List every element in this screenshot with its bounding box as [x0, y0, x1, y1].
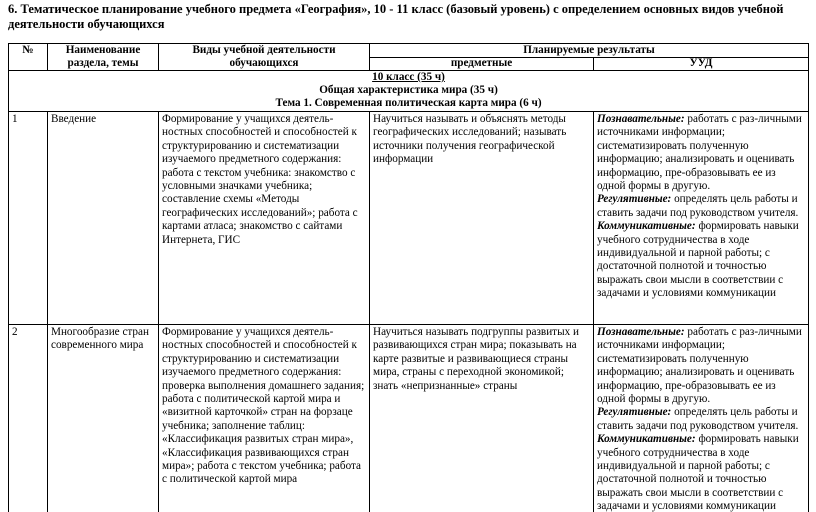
- row-1-uud: [597, 113, 806, 323]
- row-1-uud-communicative-text: формировать навыки учебного сотрудничества в ходе индивидуальной и парной работы; с достаточной полнотой и точностью выражать свои мысли в соответствии с задачами и условиями коммуникации: [597, 220, 799, 300]
- row-1-uud-regulatory-text: определять цель работы и ставить задачи под руководством учителя.: [597, 193, 799, 219]
- row-1-uud-cognitive: [597, 113, 806, 193]
- document-title: 6. Тематическое планирование учебного предмета «География», 10 - 11 класс (базовый уровень) с определением основных видов учебной деятельности обучающихся: [8, 2, 784, 31]
- row-2-uud: [597, 326, 806, 512]
- row-2-activities: Формирование у учащихся деятель-ностных способностей и способностей к структурированию и систематизации изучаемого предметного содержания: проверка выполнения домашнего задания; работа с политической картой мира и «визитной карточкой» стран на форзаце учебника; заполнение таблиц: «Классификация развитых стран мира», «Классификация развивающихся стран мира»; работа с текстом учебника; работа с политической картой мира: [162, 326, 365, 486]
- col-divider-3: [369, 111, 370, 512]
- row-2-num: 2: [12, 326, 18, 338]
- grade-line: 10 класс (35 ч): [372, 71, 445, 83]
- header-planned-results: Планируемые результаты: [523, 44, 655, 56]
- row-2-uud-communicative-text: формировать навыки учебного сотрудничества в ходе индивидуальной и парной работы; с достаточной полнотой и точностью выражать свои мысли в соответствии с задачами и условиями коммуникации: [597, 433, 799, 512]
- col-divider-4: [593, 111, 594, 512]
- row-2-uud-communicative: [597, 433, 806, 512]
- topic-line: Тема 1. Современная политическая карта мира (6 ч): [275, 97, 542, 109]
- col-divider-2: [158, 111, 159, 512]
- row-1-uud-regulatory: [597, 193, 806, 220]
- row-1-uud-cognitive-label: Познавательные:: [597, 113, 685, 125]
- general-characteristics-line: Общая характеристика мира (35 ч): [319, 84, 498, 96]
- header-section: Наименование раздела, темы: [65, 44, 141, 70]
- row-2-uud-cognitive-text: работать с раз-личными источниками информации; систематизировать полученную информацию; анализировать и оценивать информацию, пре-образовывать ее из одной формы в другую.: [597, 326, 802, 406]
- row-2-uud-regulatory: [597, 406, 806, 433]
- row-1-uud-regulatory-label: Регулятивные:: [597, 193, 672, 206]
- row-2-section: Многообразие стран современного мира: [51, 326, 149, 352]
- header-subject-results: предметные: [450, 57, 513, 69]
- table-border-right: [808, 43, 809, 512]
- row-1-section: Введение: [51, 113, 97, 125]
- row-1-bottom-border: [8, 324, 809, 325]
- row-2-uud-cognitive: [597, 326, 806, 406]
- row-2-uud-communicative-label: Коммуникативные:: [597, 433, 696, 446]
- header-num: №: [22, 44, 34, 56]
- table-border-left: [8, 43, 9, 512]
- header-activities: Виды учебной деятельности обучающихся: [192, 44, 336, 70]
- col-divider-1: [47, 111, 48, 512]
- topic-bottom-border: [8, 111, 809, 112]
- row-2-subject-results: Научиться называть подгруппы развитых и развивающихся стран мира; показывать на карте развитые и развивающиеся страны мира, страны с переходной экономикой; знать «непризнанные» страны: [373, 326, 579, 392]
- row-2-uud-regulatory-label: Регулятивные:: [597, 406, 672, 419]
- row-1-uud-communicative: [597, 220, 806, 300]
- header-uud: УУД: [689, 57, 713, 69]
- row-1-activities: Формирование у учащихся деятель-ностных способностей и способностей к структурированию и систематизации изучаемого предметного содержания: работа с текстом учебника: знакомство с условными значками учебника; составление схемы «Методы географических исследований»; работа с картами атласа; знакомство с сайтами Интернета, ГИС: [162, 113, 358, 246]
- row-1-uud-communicative-label: Коммуникативные:: [597, 220, 696, 233]
- row-2-uud-cognitive-label: Познавательные:: [597, 326, 685, 338]
- row-1-uud-cognitive-text: работать с раз-личными источниками информации; систематизировать полученную информацию; анализировать и оценивать информацию, пре-образовывать ее из одной формы в другую.: [597, 113, 802, 193]
- row-1-num: 1: [12, 113, 18, 125]
- row-1-subject-results: Научиться называть и объяснять методы географических исследований; называть источники получения географической информации: [373, 113, 567, 166]
- row-2-uud-regulatory-text: определять цель работы и ставить задачи под руководством учителя.: [597, 406, 799, 432]
